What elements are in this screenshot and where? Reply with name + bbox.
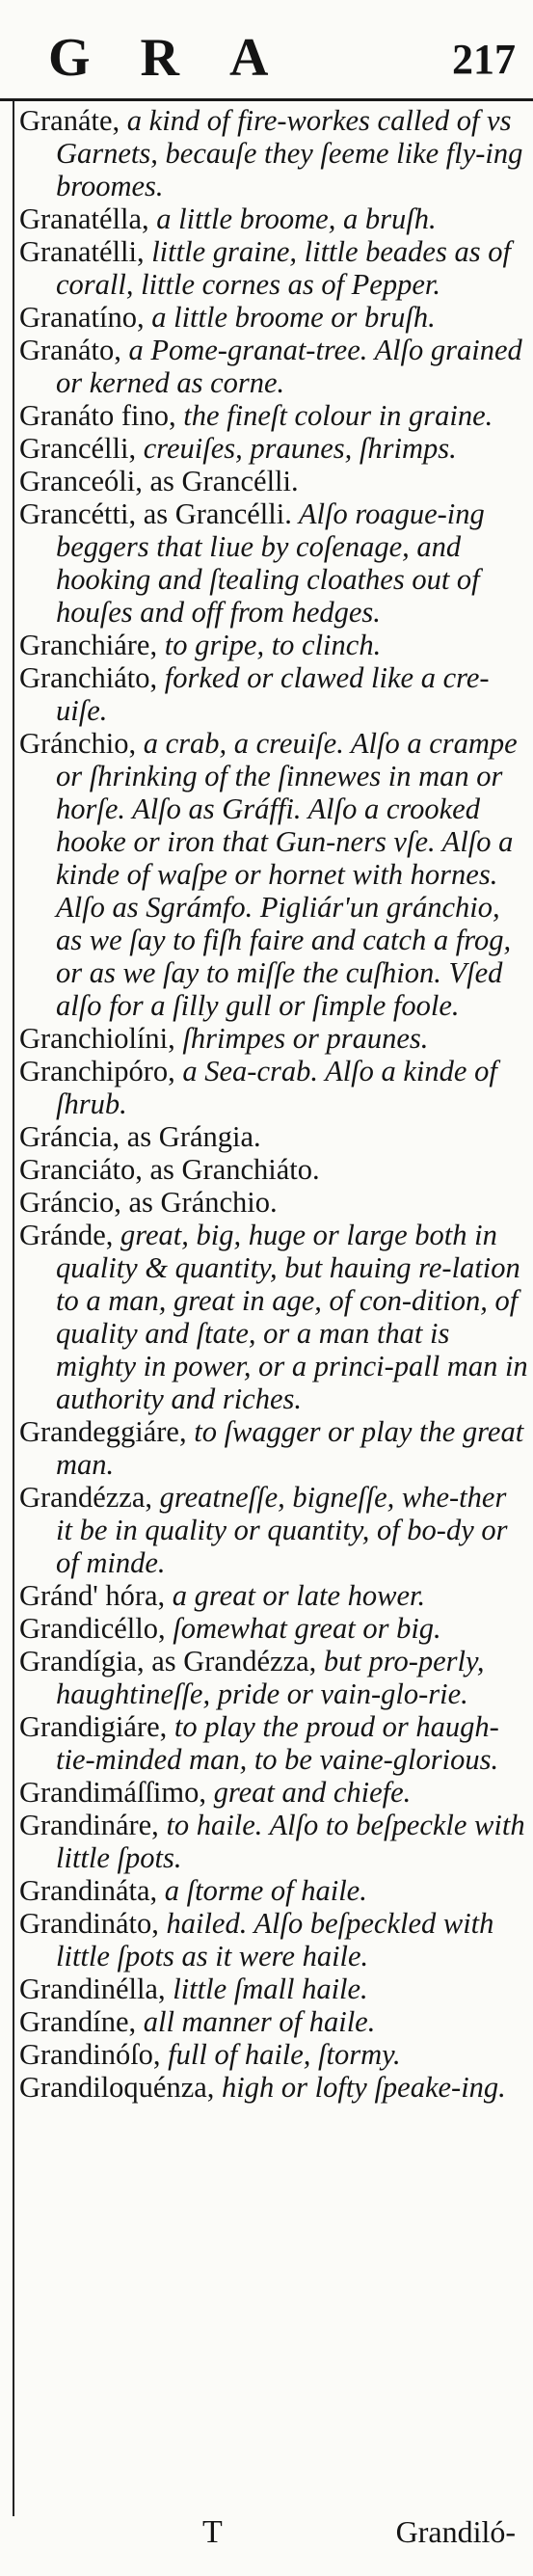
- dictionary-entry: [19, 2071, 528, 2104]
- dictionary-entry: [19, 1874, 528, 1907]
- entry-definition: hailed. Alſo beſpeckled with little ſpots as it were haile.: [56, 1907, 494, 1972]
- running-head: GRA: [48, 28, 319, 88]
- dictionary-entry: [19, 1120, 528, 1153]
- entry-headword: Gráncio, as Gránchio.: [19, 1186, 278, 1219]
- entry-definition: a ſtorme of haile.: [157, 1874, 367, 1907]
- entry-definition: full of haile, ſtormy.: [160, 2038, 401, 2071]
- entry-list: [19, 104, 528, 2104]
- header-rule: [0, 98, 533, 101]
- dictionary-entry: [19, 2005, 528, 2038]
- dictionary-entry: [19, 465, 528, 497]
- dictionary-entry: [19, 1612, 528, 1645]
- entry-definition: forked or clawed like a cre-uiſe.: [56, 661, 490, 727]
- entry-headword: Granatíno,: [19, 301, 145, 334]
- catchword: Grandiló-: [395, 2514, 516, 2549]
- page-footer: [0, 2507, 533, 2564]
- entry-headword: Granciáto, as Granchiáto.: [19, 1153, 320, 1186]
- entry-headword: Grancélli,: [19, 432, 137, 465]
- dictionary-entry: [19, 629, 528, 661]
- dictionary-entry: [19, 727, 528, 1022]
- dictionary-entry: [19, 1710, 528, 1776]
- entry-definition: a little broome or bruſh.: [144, 301, 436, 334]
- entry-definition: little ſmall haile.: [165, 1972, 368, 2005]
- entry-definition: creuiſes, praunes, ſhrimps.: [136, 432, 457, 465]
- entry-definition: a crab, a creuiſe. Alſo a crampe or ſhrinking of the ſinnewes in man or horſe. Alſo as Gráffi. Alſo a crooked hooke or iron that Gun-ners vſe. Alſo a kinde of waſpe or hornet with hornes. Alſo as Sgrámfo. Pigliár'un gránchio, as we ſay to fiſh faire and catch a frog, or as we ſay to miſſe the cuſhion. Vſed alſo for a ſilly gull or ſimple foole.: [56, 727, 518, 1022]
- dictionary-entry: [19, 1219, 528, 1415]
- entry-headword: Grandináre,: [19, 1809, 159, 1841]
- page-header: [0, 27, 533, 94]
- entry-headword: Gránde,: [19, 1219, 114, 1251]
- entry-definition: high or lofty ſpeake-ing.: [214, 2071, 506, 2104]
- dictionary-entry: [19, 399, 528, 432]
- entry-headword: Grandíne,: [19, 2005, 137, 2038]
- entry-headword: Grandimáſſimo,: [19, 1776, 206, 1809]
- dictionary-entry: [19, 1809, 528, 1874]
- dictionary-entry: [19, 104, 528, 202]
- entry-headword: Granatélla,: [19, 202, 149, 235]
- entry-definition: great, big, huge or large both in quality & quantity, but hauing re-lation to a man, great in age, of con-dition, of quality and ſtate, or a man that is mighty in power, or a princi-pall man in authority and riches.: [56, 1219, 528, 1415]
- entry-headword: Grandinélla,: [19, 1972, 166, 2005]
- dictionary-entry: [19, 497, 528, 629]
- entry-definition: a Sea-crab. Alſo a kinde of ſhrub.: [56, 1055, 497, 1120]
- entry-headword: Granceóli, as Grancélli.: [19, 465, 299, 497]
- dictionary-entry: [19, 1055, 528, 1120]
- dictionary-entry: [19, 1972, 528, 2005]
- entry-headword: Granchiáre,: [19, 629, 158, 661]
- entry-headword: Grandinóſo,: [19, 2038, 161, 2071]
- entry-definition: the fineſt colour in graine.: [175, 399, 493, 432]
- page-number: 217: [452, 36, 516, 83]
- entry-definition: to ſwagger or play the great man.: [56, 1415, 524, 1481]
- entry-headword: Gránd' hóra,: [19, 1579, 166, 1612]
- entry-definition: to play the proud or haugh-tie-minded man, to be vaine-glorious.: [56, 1710, 499, 1776]
- entry-definition: little graine, little beades as of corall, little cornes as of Pepper.: [56, 235, 511, 301]
- entry-headword: Granchiáto,: [19, 661, 158, 694]
- entry-definition: great and chiefe.: [205, 1776, 412, 1809]
- dictionary-entry: [19, 202, 528, 235]
- dictionary-entry: [19, 301, 528, 334]
- dictionary-entry: [19, 1579, 528, 1612]
- entry-headword: Granáte,: [19, 104, 120, 137]
- entry-definition: greatneſſe, bigneſſe, whe-ther it be in quality or quantity, of bo-dy or of minde.: [56, 1481, 508, 1579]
- entry-definition: to gripe, to clinch.: [157, 629, 382, 661]
- entry-headword: Granáto fino,: [19, 399, 176, 432]
- entry-headword: Gráncia, as Grángia.: [19, 1120, 261, 1153]
- entry-definition: a kind of fire-workes called of vs Garnets, becauſe they ſeeme like fly-ing broomes.: [56, 104, 523, 202]
- entry-definition: to haile. Alſo to beſpeckle with little ſpots.: [56, 1809, 525, 1874]
- dictionary-entry: [19, 1907, 528, 1972]
- dictionary-entry: [19, 1415, 528, 1481]
- entry-headword: Grandiloquénza,: [19, 2071, 215, 2104]
- dictionary-entry: [19, 661, 528, 727]
- entry-headword: Granchiolíni,: [19, 1022, 175, 1055]
- entry-definition: a great or late hower.: [165, 1579, 426, 1612]
- dictionary-entry: [19, 334, 528, 399]
- entry-definition: Alſo roague-ing beggers that liue by coſenage, and hooking and ſtealing cloathes out of houſes and off from hedges.: [56, 497, 485, 629]
- entry-headword: Grandináto,: [19, 1907, 159, 1940]
- dictionary-entry: [19, 2038, 528, 2071]
- entry-headword: Grandígia, as Grandézza,: [19, 1645, 317, 1677]
- entry-headword: Grandináta,: [19, 1874, 158, 1907]
- entry-definition: a Pome-granat-tree. Alſo grained or kerned as corne.: [56, 334, 522, 399]
- dictionary-entry: [19, 1153, 528, 1186]
- entry-headword: Granatélli,: [19, 235, 145, 268]
- column-rule: [13, 101, 14, 2516]
- dictionary-entry: [19, 1645, 528, 1710]
- entry-definition: ſhrimpes or praunes.: [174, 1022, 429, 1055]
- entry-headword: Granáto,: [19, 334, 121, 366]
- entry-headword: Grandeggiáre,: [19, 1415, 187, 1448]
- dictionary-entry: [19, 235, 528, 301]
- entry-headword: Grandicéllo,: [19, 1612, 166, 1645]
- entry-headword: Grandigiáre,: [19, 1710, 168, 1743]
- entry-headword: Gránchio,: [19, 727, 137, 760]
- dictionary-entry: [19, 1481, 528, 1579]
- dictionary-entry: [19, 432, 528, 465]
- dictionary-entry: [19, 1022, 528, 1055]
- entry-headword: Grancétti, as Grancélli.: [19, 497, 292, 530]
- entry-definition: all manner of haile.: [136, 2005, 376, 2038]
- entry-definition: but pro-perly, haughtineſſe, pride or vain-glo-rie.: [56, 1645, 485, 1710]
- entry-definition: ſomewhat great or big.: [165, 1612, 441, 1645]
- signature-mark: T: [202, 2514, 223, 2550]
- entry-headword: Grandézza,: [19, 1481, 152, 1514]
- entry-headword: Granchipóro,: [19, 1055, 175, 1087]
- dictionary-entry: [19, 1776, 528, 1809]
- dictionary-entry: [19, 1186, 528, 1219]
- entry-definition: a little broome, a bruſh.: [148, 202, 437, 235]
